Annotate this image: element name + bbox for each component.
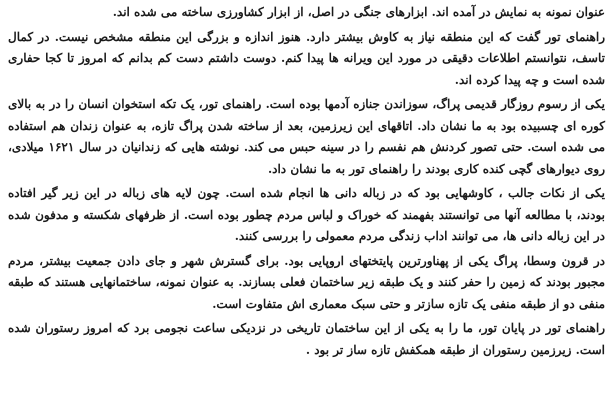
paragraph-2: راهنمای تور گفت که این منطقه نیاز به کاوش بیشتر دارد. هنوز اندازه و بزرگی این منطقه مشخص نیست. در کمال تاسف، نتوانستم اطلاعات دقیقی در مورد این ویرانه ها پیدا کنم. دوست داشتم دست کم بدانم که امروز تا کجا حفاری شده است و چه پیدا کرده اند.: [8, 29, 605, 87]
paragraph-6: راهنمای تور در پایان تور، ما را به یکی از این ساختمان تاریخی در نزدیکی ساعت نجومی برد که امروز رستوران شده است. زیرزمین رستوران از طبقه همکفش تازه ساز تر بود .: [8, 321, 605, 357]
paragraph-1: عنوان نمونه به نمایش در آمده اند. ابزارهای جنگی در اصل، از ابزار کشاورزی ساخته می شده اند.: [112, 5, 605, 19]
paragraph-5: در قرون وسطا، پراگ یکی از پهناورترین پایتختهای اروپایی بود. برای گسترش شهر و جای دادن جمعیت بیشتر، مردم مجبور بودند که زمین را حفر کنند و یک طبقه زیر ساختمان فعلی بسازند. به عنوان نمونه، ساختمانهایی هستند که طبقه منفی دو از طبقه منفی یک تازه سازتر و حتی سبک معماری اش متفاوت است.: [8, 253, 605, 311]
paragraph-4: یکی از نکات جالب ، کاوشهایی بود که در زباله دانی ها انجام شده است. چون لایه های زباله در این زیر گیر افتاده بودند، با مطالعه آنها می توانستند بفهمند که خوراک و لباس مردم چطور بوده است. از ظرفهای شکسته و مدفون شده در این زباله دانی ها، می توانند اداب زندگی مردم معمولی را بررسی کنند.: [8, 186, 605, 243]
paragraph-3: یکی از رسوم روزگار قدیمی پراگ، سوزاندن جنازه آدمها بوده است. راهنمای تور، یک تکه استخوان انسان را در به بالای کوره ای چسبیده بود به ما نشان داد. اتاقهای این زیرزمین، بعد از ساخته شدن پراگ تازه، به عنوان زندان هم استفاده می شده است. حتی تصور کردنش هم نفسم را در سینه حبس می کند. نوشته هایی که زندانیان در سال ۱۶۲۱ میلادی، روی دیوارهای گچی کنده کاری بودند را راهنمای تور به ما نشان داد.: [8, 97, 606, 176]
